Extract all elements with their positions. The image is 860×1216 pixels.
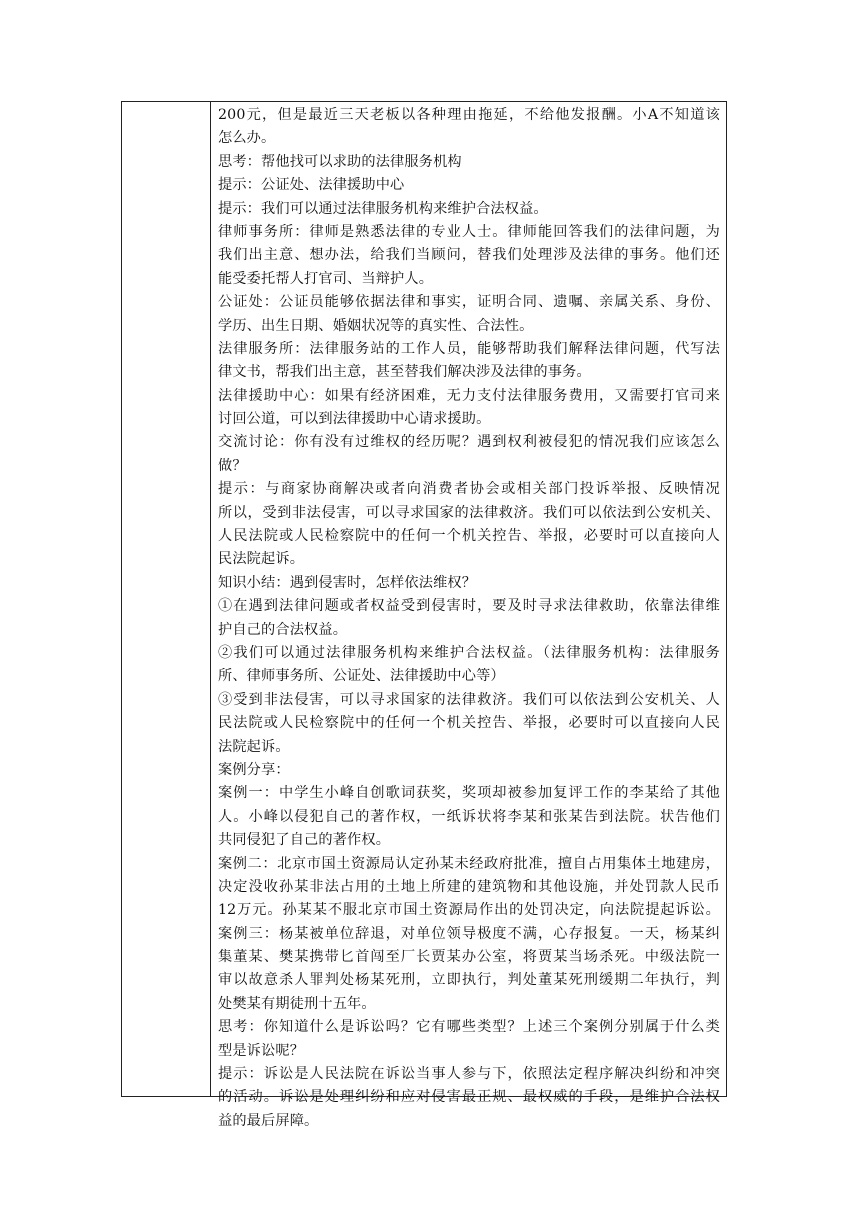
text-line: 200元，但是最近三天老板以各种理由拖延，不给他发报酬。小A不知道该 xyxy=(218,107,720,123)
content-table xyxy=(121,101,727,1129)
text-line: 提示：我们可以通过法律服务机构来维护合法权益。 xyxy=(218,200,548,217)
text-line: 法律援助中心：如果有经济困难，无力支付法律服务费用，又需要打官司来 xyxy=(218,387,720,404)
text-line: 案例二：北京市国土资源局认定孙某未经政府批准，擅自占用集体土地建房， xyxy=(218,855,720,872)
text-line: 我们出主意、想办法，给我们当顾问，替我们处理涉及法律的事务。他们还 xyxy=(218,247,720,264)
text-line: 提示：与商家协商解决或者向消费者协会或相关部门投诉举报、反映情况 xyxy=(218,481,720,498)
text-line: 所以，受到非法侵害，可以寻求国家的法律救济。我们可以依法到公安机关、 xyxy=(218,504,720,521)
text-line: 的活动。诉讼是处理纠纷和应对侵害最正规、最权威的手段，是维护合法权 xyxy=(218,1089,720,1106)
text-line: 12万元。孙某某不服北京市国土资源局作出的处罚决定，向法院提起诉讼。 xyxy=(218,902,720,919)
text-line: 学历、出生日期、婚姻状况等的真实性、合法性。 xyxy=(218,317,534,334)
text-line: ②我们可以通过法律服务机构来维护合法权益。（法律服务机构：法律服务 xyxy=(218,644,720,661)
text-line: 怎么办。 xyxy=(218,130,276,147)
left-column-cell xyxy=(122,102,211,1096)
text-line: ①在遇到法律问题或者权益受到侵害时，要及时寻求法律救助，依靠法律维 xyxy=(218,598,720,615)
text-line: 所、律师事务所、公证处、法律援助中心等） xyxy=(218,668,505,685)
text-line: 提示：诉讼是人民法院在诉讼当事人参与下，依照法定程序解决纠纷和冲突 xyxy=(218,1066,720,1083)
text-line: 做？ xyxy=(218,457,247,474)
text-line: ③受到非法侵害，可以寻求国家的法律救济。我们可以依法到公安机关、人 xyxy=(218,691,720,708)
text-line: 公证处：公证员能够依据法律和事实，证明合同、遗嘱、亲属关系、身份、 xyxy=(218,294,720,311)
text-line: 审以故意杀人罪判处杨某死刑，立即执行，判处董某死刑缓期二年执行，判 xyxy=(218,972,720,989)
text-line: 律师事务所：律师是熟悉法律的专业人士。律师能回答我们的法律问题，为 xyxy=(218,223,720,240)
text-line: 决定没收孙某非法占用的土地上所建的建筑物和其他设施，并处罚款人民币 xyxy=(218,878,720,895)
text-line: 民法院或人民检察院中的任何一个机关控告、举报，必要时可以直接向人民 xyxy=(218,715,720,732)
text-line: 案例一：中学生小峰自创歌词获奖，奖项却被参加复评工作的李某给了其他 xyxy=(218,785,720,802)
text-line: 交流讨论：你有没有过维权的经历呢？遇到权利被侵犯的情况我们应该怎么 xyxy=(218,434,720,451)
text-line: 提示：公证处、法律援助中心 xyxy=(218,177,405,194)
text-line: 案例分享： xyxy=(218,761,290,778)
text-line: 讨回公道，可以到法律援助中心请求援助。 xyxy=(218,411,491,428)
text-line: 处樊某有期徒刑十五年。 xyxy=(218,995,376,1012)
text-line: 共同侵犯了自己的著作权。 xyxy=(218,832,391,849)
text-line: 集董某、樊某携带匕首闯至厂长贾某办公室，将贾某当场杀死。中级法院一 xyxy=(218,949,720,966)
text-line: 知识小结：遇到侵害时，怎样依法维权？ xyxy=(218,574,477,591)
text-line: 民法院起诉。 xyxy=(218,551,305,568)
text-line: 能受委托帮人打官司、当辩护人。 xyxy=(218,270,434,287)
text-line: 护自己的合法权益。 xyxy=(218,621,348,638)
text-line: 法院起诉。 xyxy=(218,738,290,755)
text-line: 案例三：杨某被单位辞退，对单位领导极度不满，心存报复。一天，杨某纠 xyxy=(218,925,720,942)
text-line: 益的最后屏障。 xyxy=(218,1112,319,1129)
text-line: 律文书，帮我们出主意，甚至替我们解决涉及法律的事务。 xyxy=(218,364,591,381)
text-line: 思考：你知道什么是诉讼吗？它有哪些类型？上述三个案例分别属于什么类 xyxy=(218,1019,720,1036)
text-column-cell xyxy=(211,102,726,1129)
text-line: 思考：帮他找可以求助的法律服务机构 xyxy=(218,153,462,170)
text-line: 人。小峰以侵犯自己的著作权，一纸诉状将李某和张某告到法院。状告他们 xyxy=(218,808,720,825)
text-line: 法律服务所：法律服务站的工作人员，能够帮助我们解释法律问题，代写法 xyxy=(218,340,720,357)
text-line: 型是诉讼呢？ xyxy=(218,1042,305,1059)
text-line: 人民法院或人民检察院中的任何一个机关控告、举报，必要时可以直接向人 xyxy=(218,528,720,545)
